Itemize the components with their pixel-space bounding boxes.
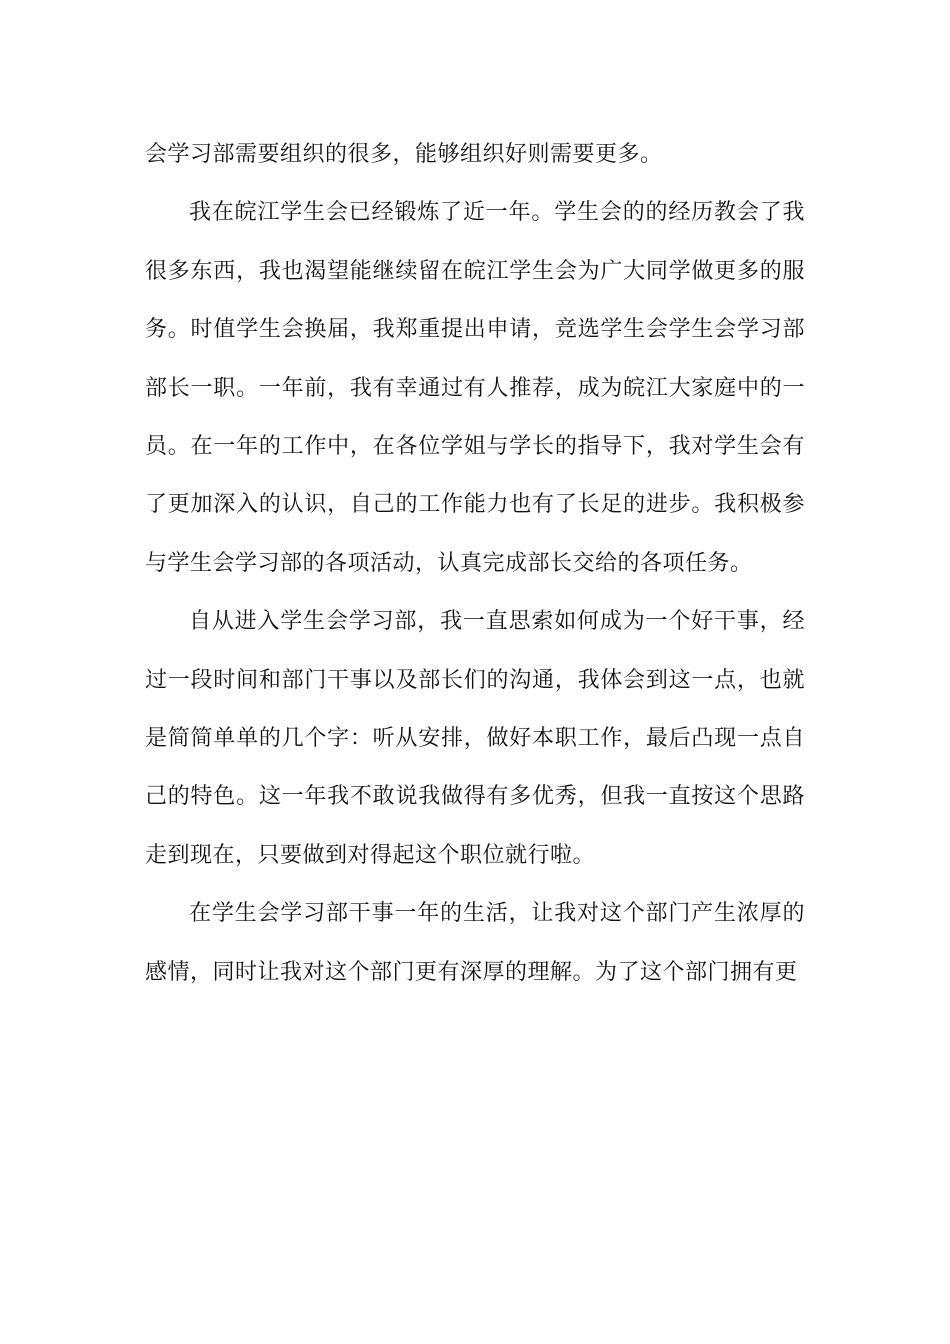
paragraph-reflection: 自从进入学生会学习部，我一直思索如何成为一个好干事，经过一段时间和部门干事以及部长们的沟通，我体会到这一点，也就是简简单单的几个字：听从安排，做好本职工作，最后凸现一点自己的特色。这一年我不敢说我做得有多优秀，但我一直按这个思路走到现在，只要做到对得起这个职位就行啦。 xyxy=(145,609,805,868)
paragraph-experience: 我在皖江学生会已经锻炼了近一年。学生会的的经历教会了我很多东西，我也渴望能继续留在皖江学生会为广大同学做更多的服务。时值学生会换届，我郑重提出申请，竞选学生会学生会学习部部长一职。一年前，我有幸通过有人推荐，成为皖江大家庭中的一员。在一年的工作中，在各位学姐与学长的指导下，我对学生会有了更加深入的认识，自己的工作能力也有了长足的进步。我积极参与学生会学习部的各项活动，认真完成部长交给的各项任务。 xyxy=(145,200,805,576)
paragraph-feelings: 在学生会学习部干事一年的生活，让我对这个部门产生浓厚的感情，同时让我对这个部门更有深厚的理解。为了这个部门拥有更 xyxy=(145,901,805,985)
document-body xyxy=(145,126,805,1002)
paragraph-continuation: 会学习部需要组织的很多，能够组织好则需要更多。 xyxy=(145,142,663,167)
